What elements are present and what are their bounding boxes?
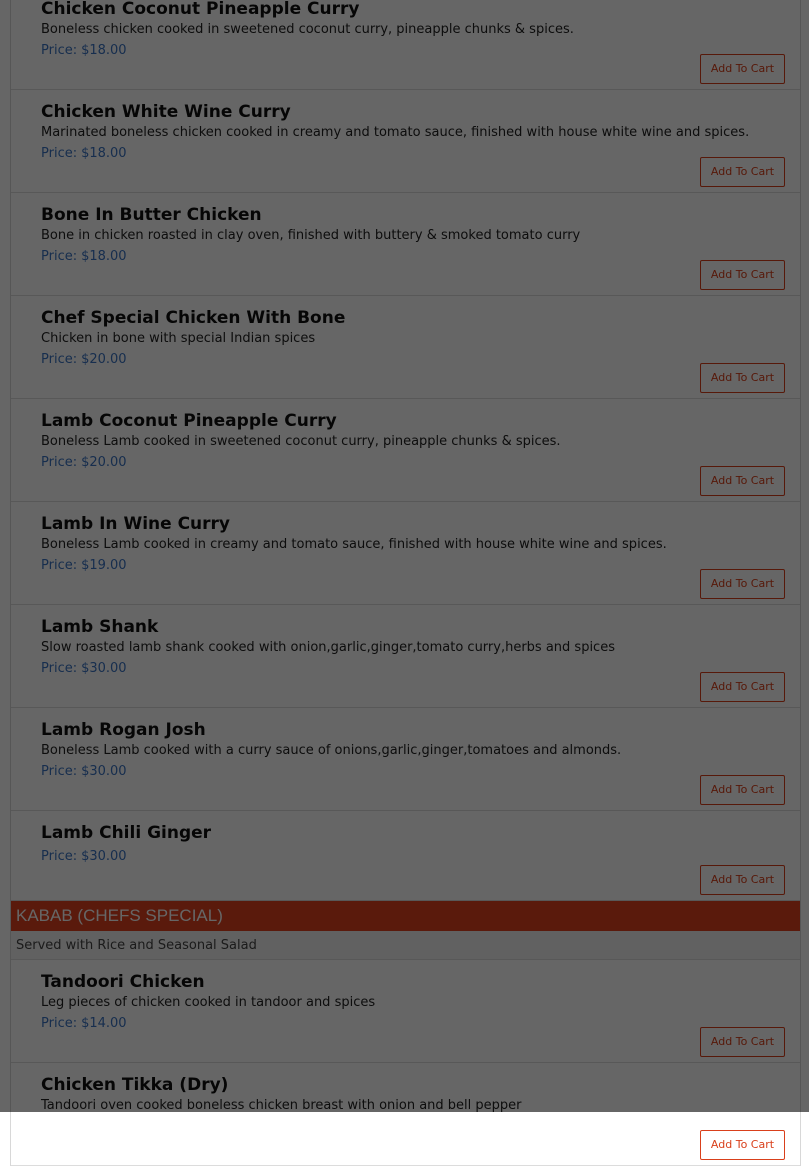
add-to-cart-button[interactable]: Add To Cart — [700, 1130, 785, 1160]
